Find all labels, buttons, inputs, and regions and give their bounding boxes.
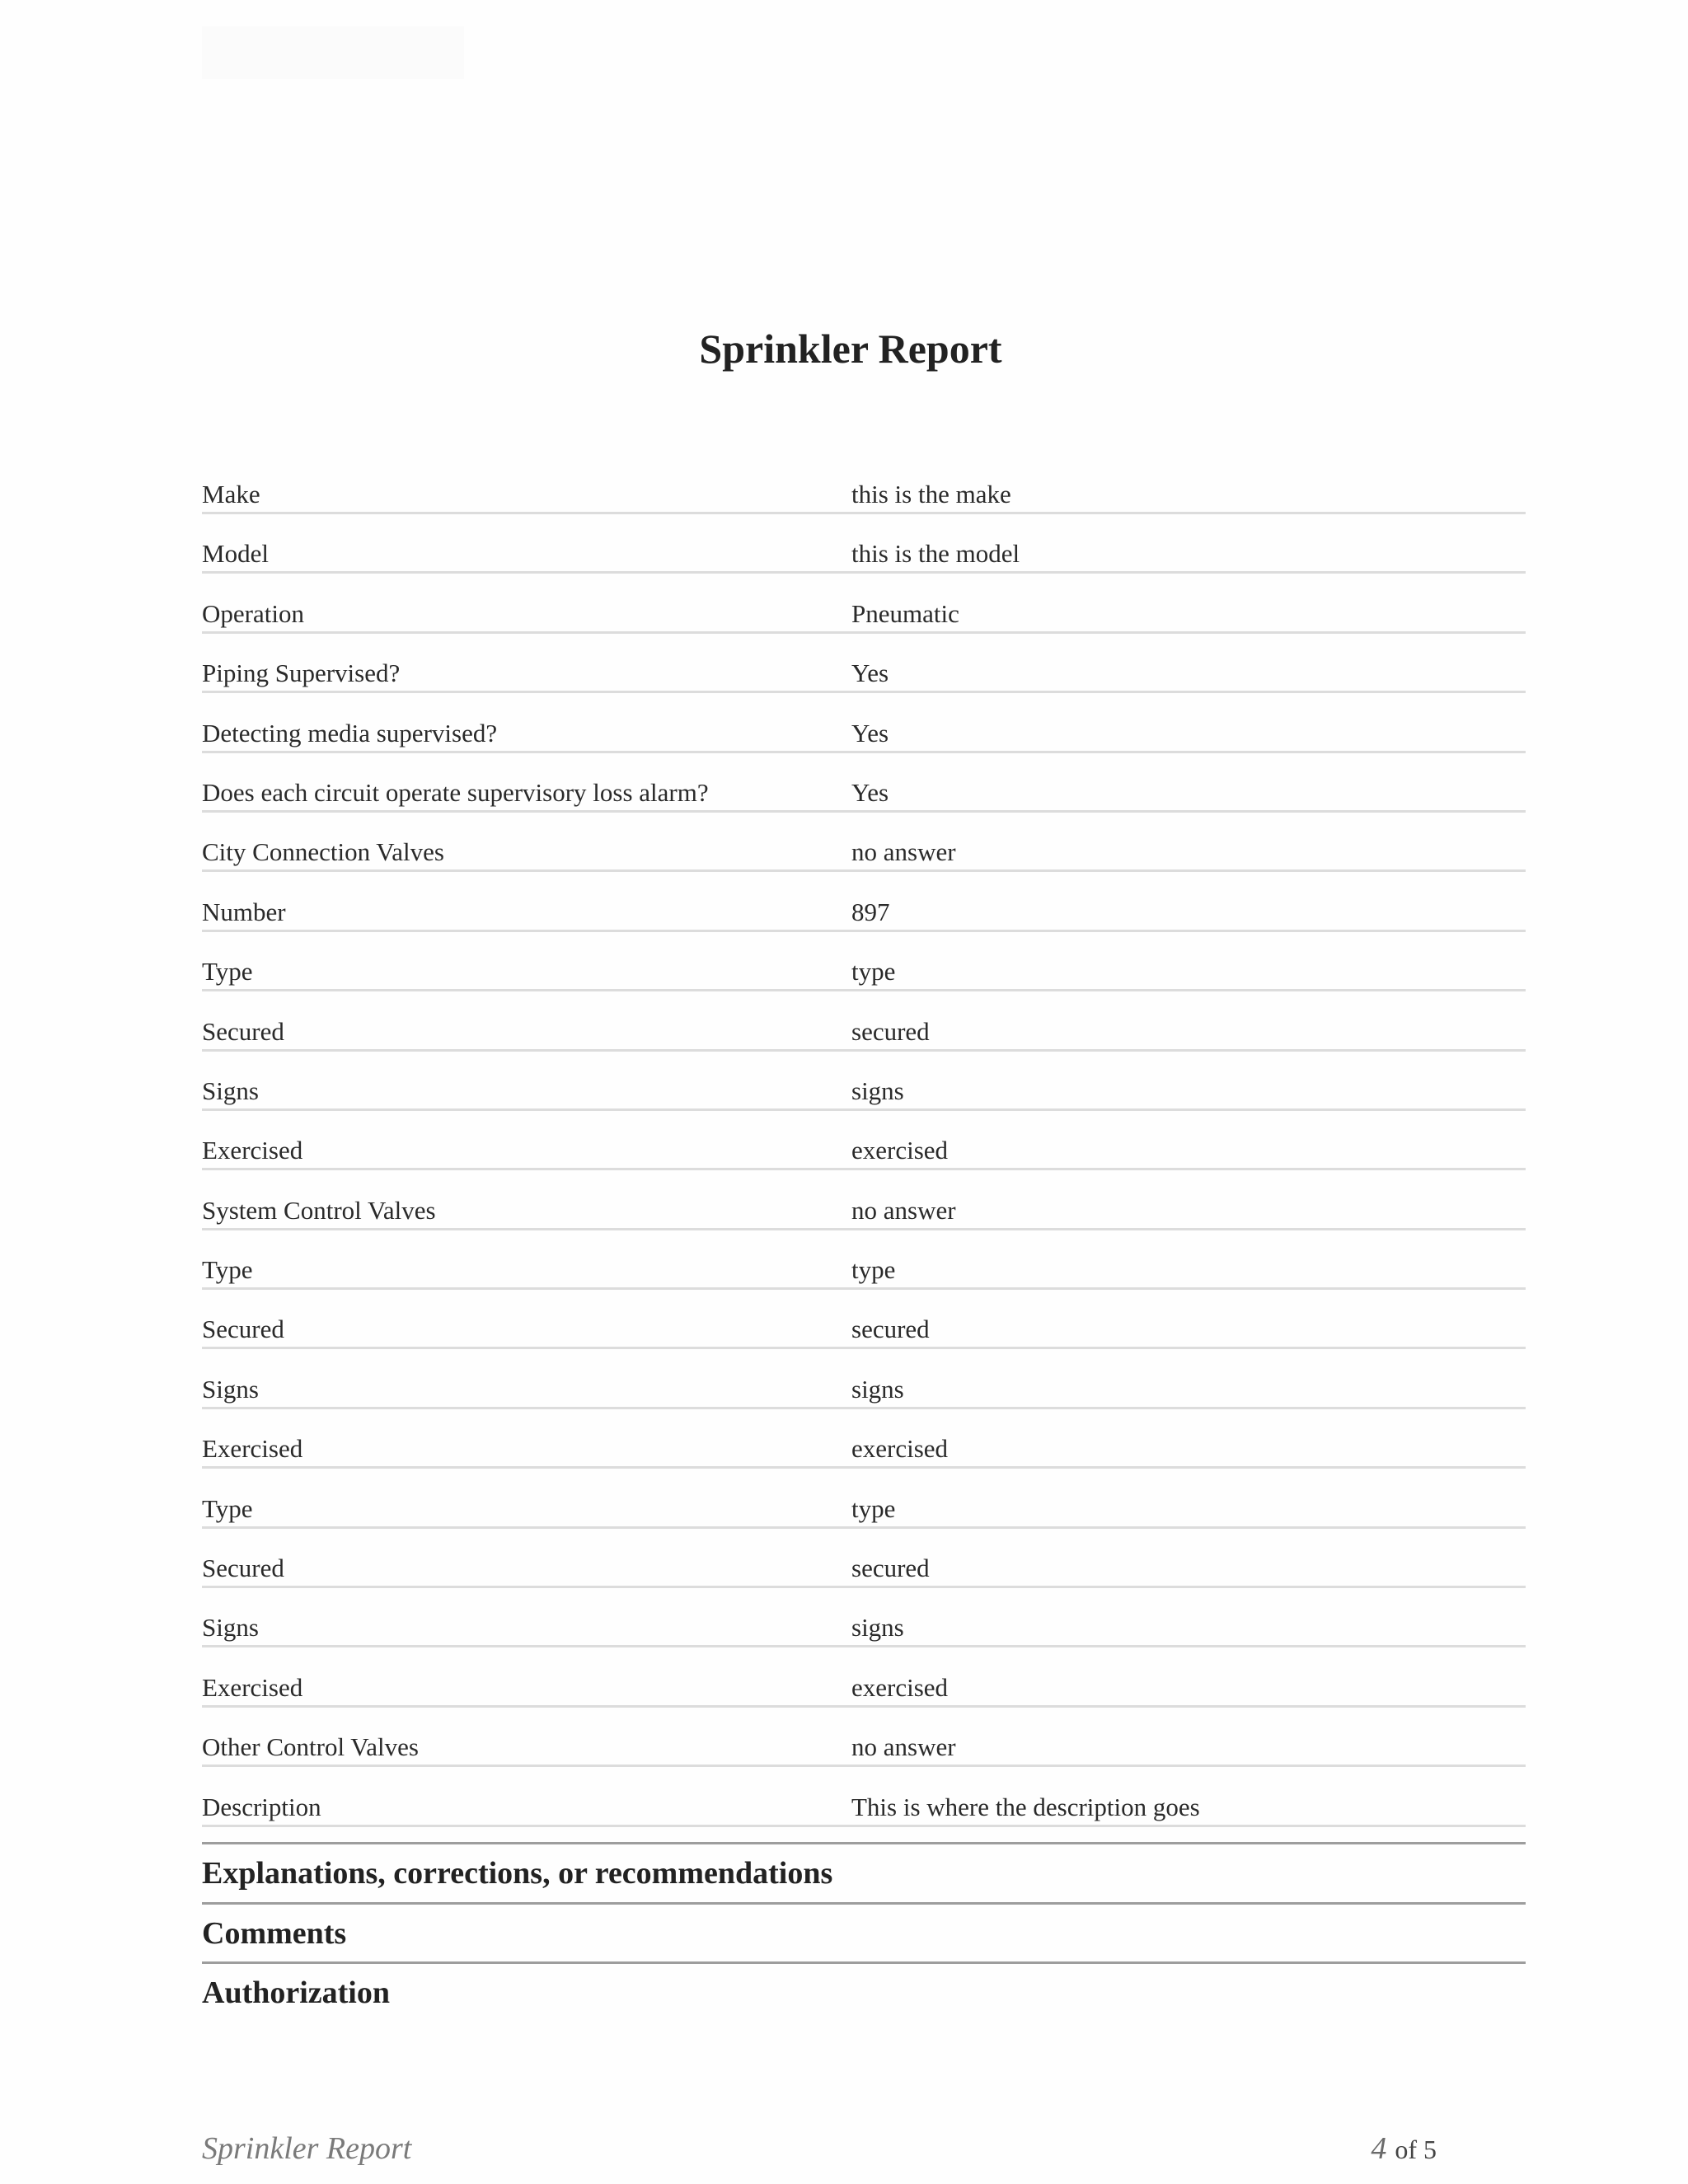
row-label: Secured <box>202 1315 284 1344</box>
table-row <box>202 775 1526 834</box>
row-divider <box>202 1347 1526 1349</box>
row-label: Exercised <box>202 1434 303 1464</box>
table-row <box>202 894 1526 954</box>
row-value: secured <box>851 1315 930 1344</box>
row-divider <box>202 989 1526 991</box>
page-total: of 5 <box>1395 2135 1437 2164</box>
row-label: Secured <box>202 1554 284 1583</box>
row-label: Signs <box>202 1374 259 1404</box>
page-title: Sprinkler Report <box>699 326 1002 372</box>
row-value: exercised <box>851 1672 949 1702</box>
row-divider <box>202 1287 1526 1290</box>
row-divider <box>202 1407 1526 1409</box>
row-label: Other Control Valves <box>202 1732 419 1762</box>
row-label: Number <box>202 897 286 926</box>
row-label: Does each circuit operate supervisory loss alarm? <box>202 777 709 807</box>
table-row <box>202 1311 1526 1371</box>
row-divider <box>202 512 1526 514</box>
table-row <box>202 1550 1526 1610</box>
row-divider <box>202 691 1526 693</box>
row-divider <box>202 1825 1526 1827</box>
row-label: Model <box>202 539 269 569</box>
table-row <box>202 1431 1526 1490</box>
table-row <box>202 1729 1526 1788</box>
row-label: Operation <box>202 598 304 628</box>
section-heading: Authorization <box>202 1975 390 2010</box>
row-label: Signs <box>202 1613 259 1643</box>
row-label: System Control Valves <box>202 1195 436 1225</box>
table-row <box>202 536 1526 595</box>
table-row <box>202 1371 1526 1431</box>
table-row <box>202 1252 1526 1311</box>
table-row <box>202 1610 1526 1669</box>
row-divider <box>202 1049 1526 1052</box>
row-divider <box>202 1765 1526 1767</box>
row-divider <box>202 930 1526 932</box>
row-value: signs <box>851 1613 904 1643</box>
row-value: no answer <box>851 1195 956 1225</box>
report-table <box>202 476 1526 1849</box>
table-row <box>202 954 1526 1013</box>
table-row <box>202 834 1526 893</box>
table-row <box>202 476 1526 536</box>
row-label: Secured <box>202 1016 284 1046</box>
row-value: Pneumatic <box>851 598 959 628</box>
row-label: Description <box>202 1792 321 1821</box>
row-divider <box>202 571 1526 574</box>
report-sections <box>202 1842 1526 2022</box>
row-value: secured <box>851 1554 930 1583</box>
table-row <box>202 1014 1526 1073</box>
row-value: this is the make <box>851 480 1011 509</box>
row-value: signs <box>851 1374 904 1404</box>
row-divider <box>202 1645 1526 1647</box>
footer-title: Sprinkler Report <box>202 2131 412 2166</box>
section-authorization <box>202 1961 1526 2022</box>
section-comments <box>202 1902 1526 1962</box>
table-row <box>202 1670 1526 1729</box>
row-label: Detecting media supervised? <box>202 718 498 748</box>
row-label: Piping Supervised? <box>202 658 401 688</box>
row-value: Yes <box>851 718 889 748</box>
section-explanations <box>202 1842 1526 1902</box>
logo-placeholder <box>202 26 464 79</box>
table-row <box>202 655 1526 715</box>
row-divider <box>202 1108 1526 1111</box>
row-value: Yes <box>851 777 889 807</box>
table-row <box>202 1789 1526 1849</box>
row-value: type <box>851 1255 896 1285</box>
row-divider <box>202 1466 1526 1469</box>
row-label: Type <box>202 1493 253 1523</box>
row-label: Type <box>202 957 253 987</box>
table-row <box>202 1491 1526 1550</box>
row-label: City Connection Valves <box>202 837 444 867</box>
row-value: secured <box>851 1016 930 1046</box>
row-value: Yes <box>851 658 889 688</box>
row-value: exercised <box>851 1136 949 1165</box>
table-row <box>202 596 1526 655</box>
section-heading: Explanations, corrections, or recommendations <box>202 1856 833 1891</box>
row-label: Exercised <box>202 1136 303 1165</box>
table-row <box>202 1193 1526 1252</box>
row-divider <box>202 1586 1526 1588</box>
row-divider <box>202 1705 1526 1708</box>
row-value: This is where the description goes <box>851 1792 1200 1821</box>
table-row <box>202 715 1526 775</box>
row-value: this is the model <box>851 539 1020 569</box>
table-row <box>202 1073 1526 1132</box>
row-label: Type <box>202 1255 253 1285</box>
row-value: type <box>851 1493 896 1523</box>
row-label: Signs <box>202 1076 259 1105</box>
row-value: exercised <box>851 1434 949 1464</box>
row-divider <box>202 1228 1526 1230</box>
row-divider <box>202 751 1526 753</box>
page-current: 4 <box>1371 2131 1387 2166</box>
row-divider <box>202 1168 1526 1170</box>
row-value: no answer <box>851 1732 956 1762</box>
row-label: Exercised <box>202 1672 303 1702</box>
row-divider <box>202 1526 1526 1529</box>
footer-page-number <box>1371 2128 1437 2176</box>
row-label: Make <box>202 480 260 509</box>
row-divider <box>202 869 1526 872</box>
table-row <box>202 1132 1526 1192</box>
section-heading: Comments <box>202 1915 347 1951</box>
row-divider <box>202 631 1526 634</box>
row-divider <box>202 810 1526 813</box>
row-value: type <box>851 957 896 987</box>
row-value: signs <box>851 1076 904 1105</box>
row-value: no answer <box>851 837 956 867</box>
row-value: 897 <box>851 897 890 926</box>
